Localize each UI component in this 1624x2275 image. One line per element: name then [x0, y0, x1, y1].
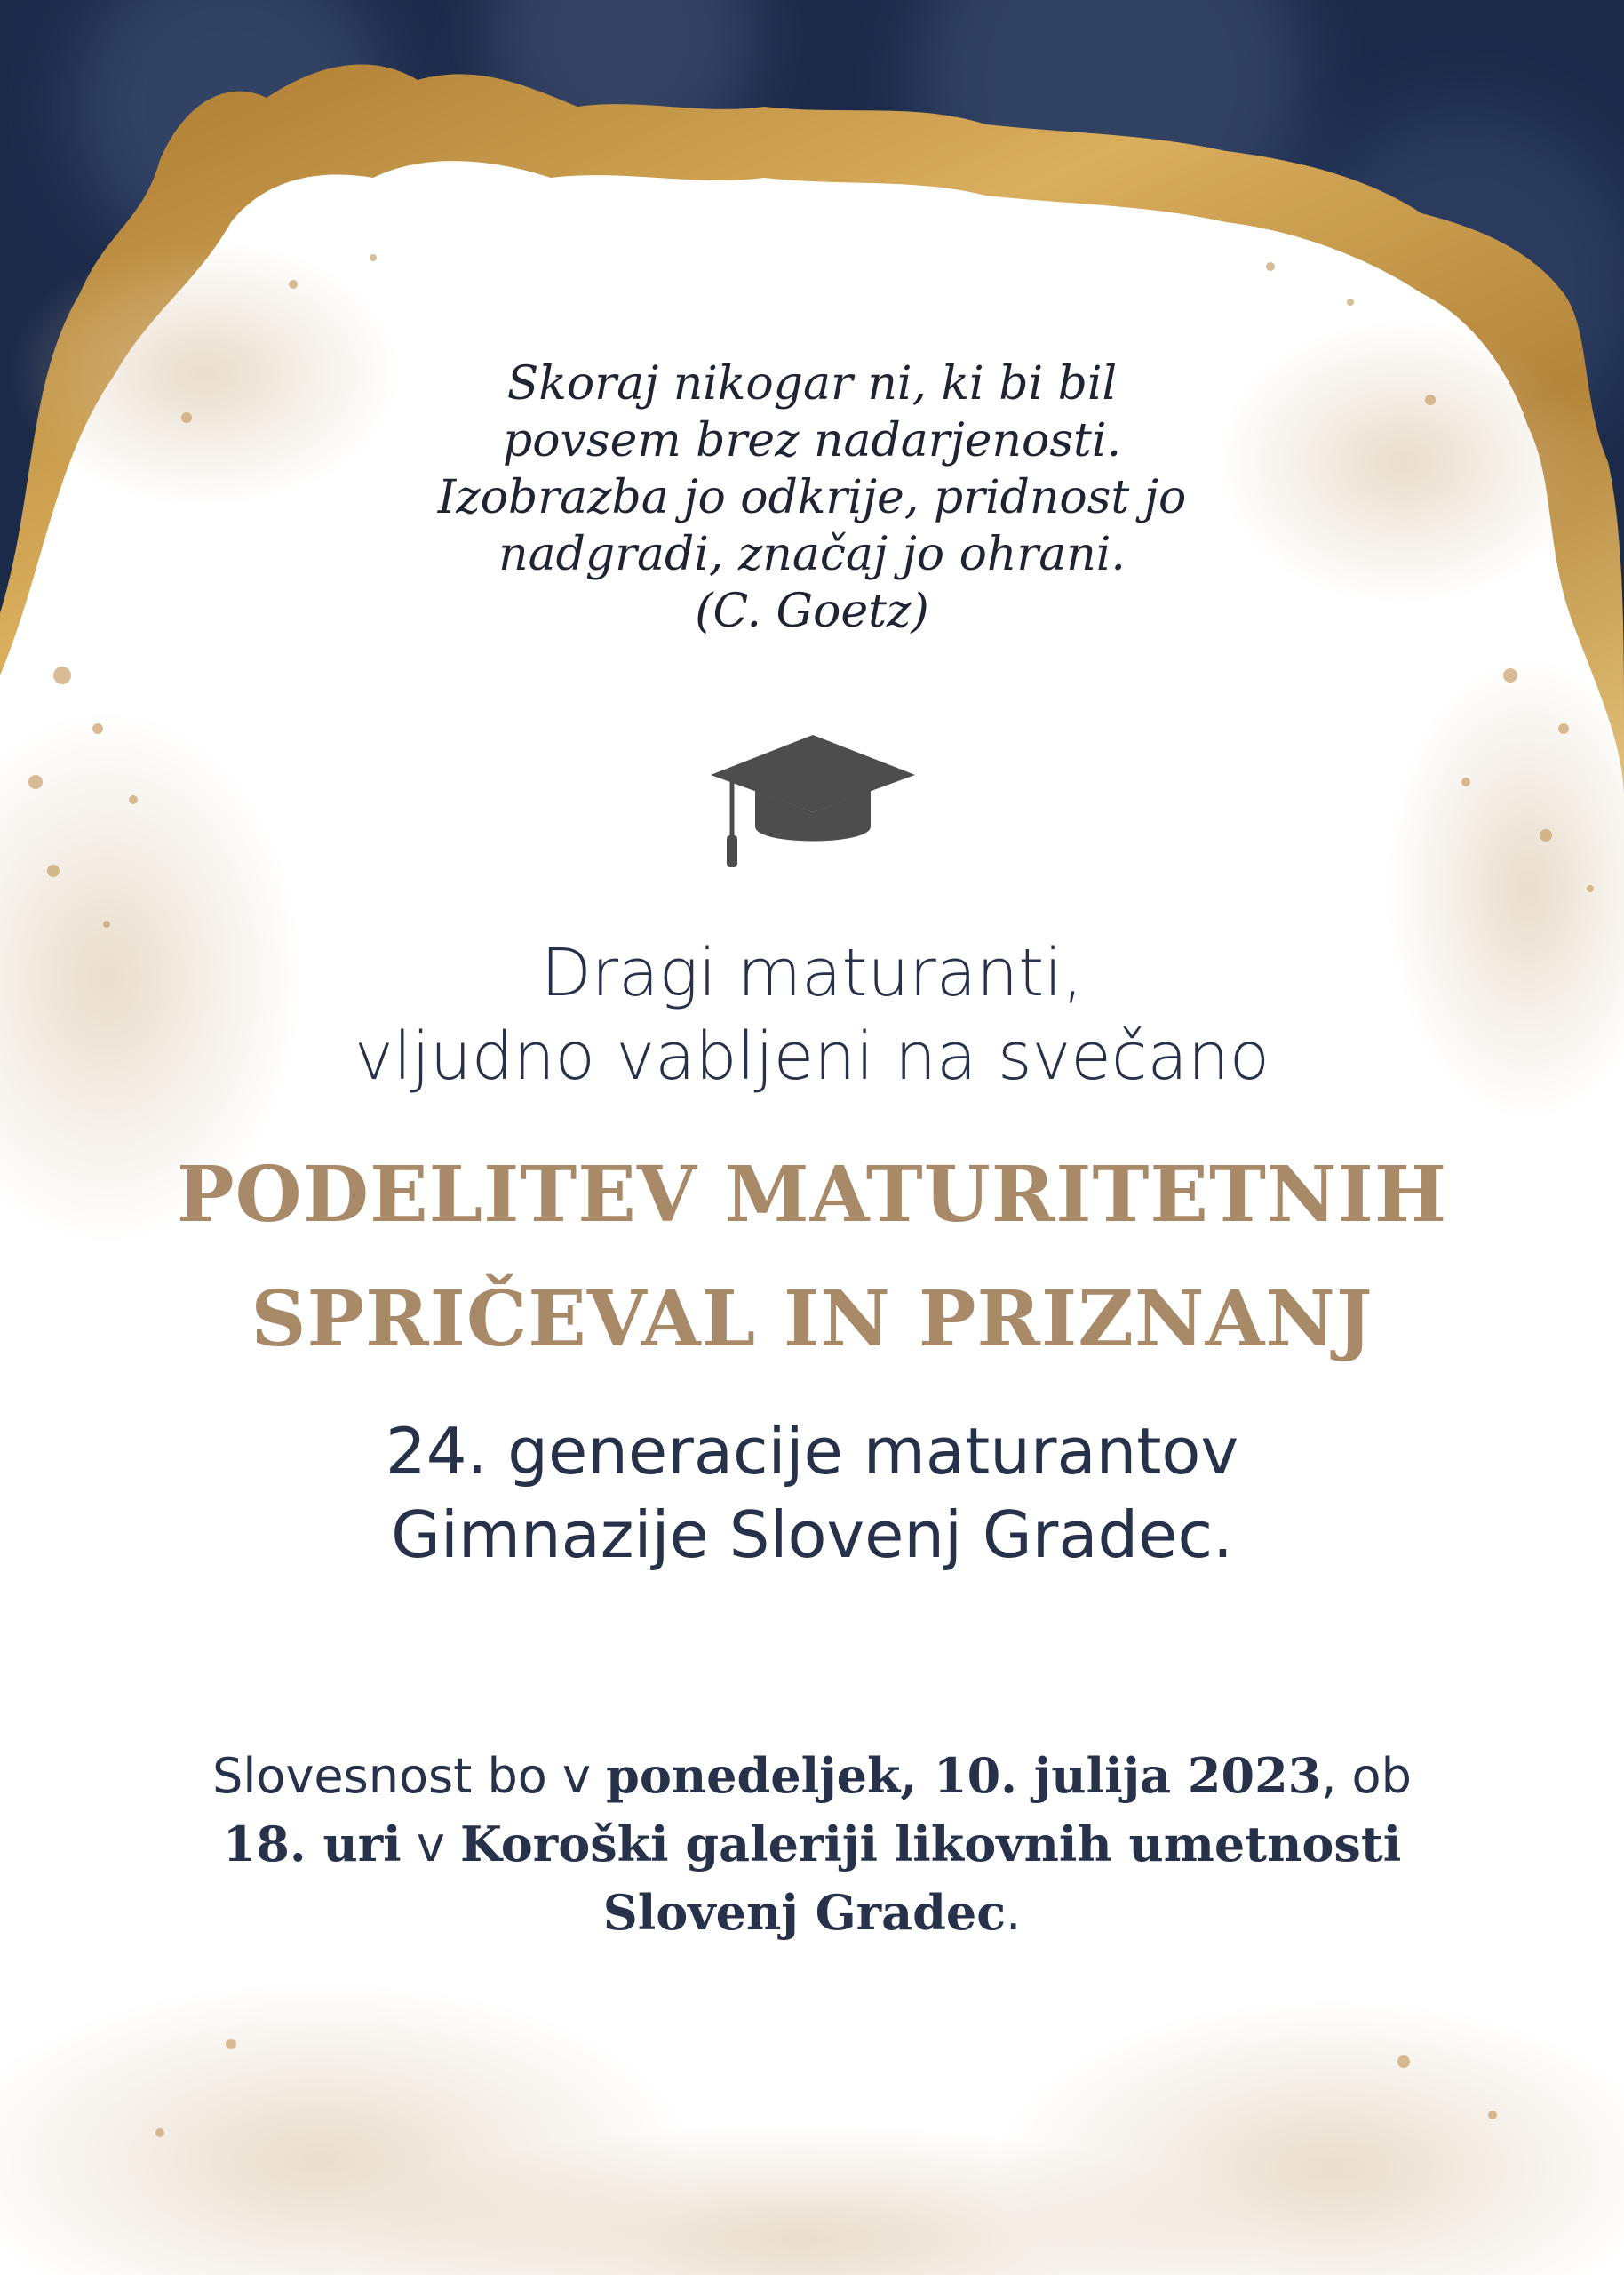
- details-intro: Slovesnost bo v: [212, 1748, 607, 1804]
- event-date: ponedeljek, 10. julija 2023: [606, 1747, 1322, 1804]
- details-after-date: , ob: [1321, 1748, 1412, 1804]
- event-title-line-1: PODELITEV MATURITETNIH: [176, 1150, 1448, 1240]
- greeting: [190, 931, 1434, 1098]
- quote-block: [323, 355, 1301, 640]
- details-connector: v: [401, 1816, 460, 1872]
- details-end: .: [1006, 1885, 1022, 1941]
- quote-line: Skoraj nikogar ni, ki bi bil: [506, 357, 1118, 411]
- event-venue: Koroški galeriji likovnih umetnosti: [459, 1816, 1402, 1872]
- generation-line-2: Gimnazije Slovenj Gradec.: [391, 1497, 1233, 1572]
- generation-text: [190, 1409, 1434, 1577]
- graduation-cap-icon: [702, 730, 924, 873]
- event-time: 18. uri: [222, 1816, 402, 1872]
- greeting-line-1: Dragi maturanti,: [540, 935, 1084, 1011]
- event-details: [146, 1742, 1478, 1947]
- quote-line: nadgradi, značaj jo ohrani.: [498, 528, 1126, 581]
- quote-line: povsem brez nadarjenosti.: [502, 414, 1122, 467]
- generation-line-1: 24. generacije maturantov: [385, 1414, 1239, 1489]
- event-title-line-2: SPRIČEVAL IN PRIZNANJ: [251, 1274, 1373, 1364]
- event-title: [101, 1133, 1523, 1382]
- event-venue-city: Slovenj Gradec: [602, 1884, 1007, 1941]
- quote-author: (C. Goetz): [695, 585, 929, 638]
- greeting-line-2: vljudno vabljeni na svečano: [354, 1018, 1270, 1095]
- quote-line: Izobrazba jo odkrije, pridnost jo: [437, 471, 1187, 524]
